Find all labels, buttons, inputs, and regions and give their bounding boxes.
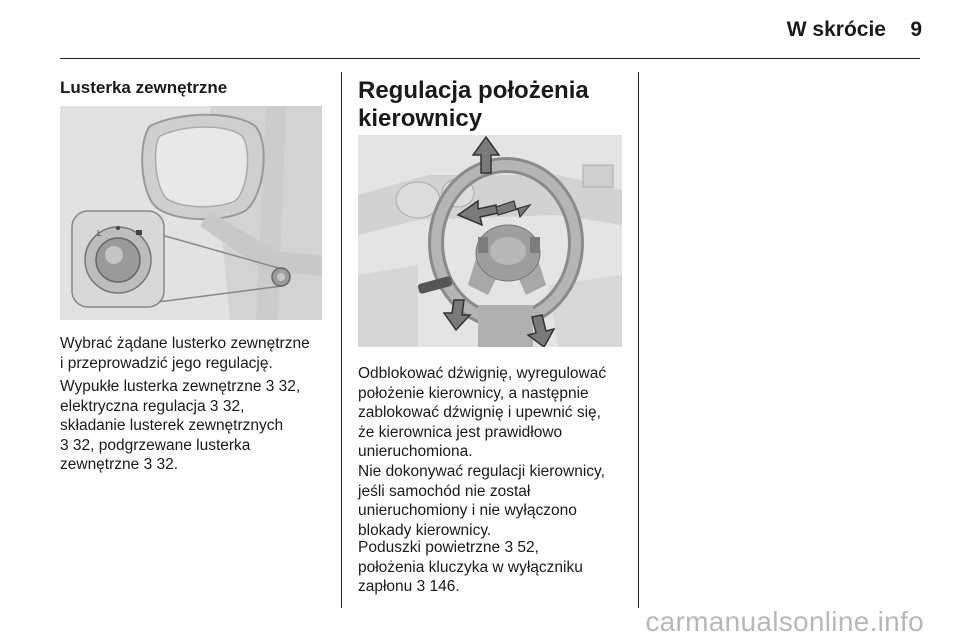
text-line: położenie kierownicy, a następnie	[358, 384, 589, 402]
page-header-title: W skrócie	[786, 18, 886, 41]
section-heading-steering	[358, 77, 628, 133]
paragraph-mirrors-1	[60, 334, 310, 373]
text-line: unieruchomiona.	[358, 443, 473, 460]
text-line: jeśli samochód nie został	[358, 482, 531, 500]
svg-text:L: L	[97, 229, 102, 238]
paragraph-steering-1	[358, 364, 606, 462]
steering-wheel-adjustment-illustration	[358, 135, 622, 347]
heading-line: Regulacja położenia	[358, 77, 589, 104]
paragraph-steering-3	[358, 538, 583, 597]
watermark: carmanualsonline.info	[645, 606, 924, 637]
text-line: Poduszki powietrzne 3 52,	[358, 539, 539, 556]
header-rule	[60, 58, 920, 59]
column-divider-right	[638, 72, 639, 608]
mirror-adjust-switch-illustration	[60, 106, 322, 320]
text-line: unieruchomiony i nie wyłączono	[358, 502, 577, 519]
text-line: Wybrać żądane lusterko zewnętrzne	[60, 335, 310, 352]
text-line: blokady kierownicy.	[358, 521, 492, 539]
text-line: składanie lusterek zewnętrznych	[60, 417, 284, 434]
text-line: Nie dokonywać regulacji kierownicy,	[358, 463, 605, 480]
text-line: Odblokować dźwignię, wyregulować	[358, 365, 607, 382]
paragraph-mirrors-2	[60, 377, 300, 475]
text-line: elektryczna regulacja 3 32,	[60, 397, 245, 415]
text-line: i przeprowadzić jego regulację.	[60, 354, 273, 372]
text-line: położenia kluczyka w wyłączniku	[358, 558, 583, 576]
column-divider-left	[341, 72, 342, 608]
text-line: zapłonu 3 146.	[358, 578, 460, 595]
text-line: zablokować dźwignię i upewnić się,	[358, 404, 601, 421]
page-number: 9	[910, 18, 922, 41]
text-line: że kierownica jest prawidłowo	[358, 423, 563, 441]
paragraph-steering-2	[358, 462, 605, 540]
heading-line: kierownicy	[358, 105, 483, 132]
text-line: zewnętrzne 3 32.	[60, 456, 179, 473]
text-line: 3 32, podgrzewane lusterka	[60, 436, 251, 454]
text-line: Wypukłe lusterka zewnętrzne 3 32,	[60, 378, 301, 395]
section-heading-mirrors: Lusterka zewnętrzne	[60, 78, 228, 97]
